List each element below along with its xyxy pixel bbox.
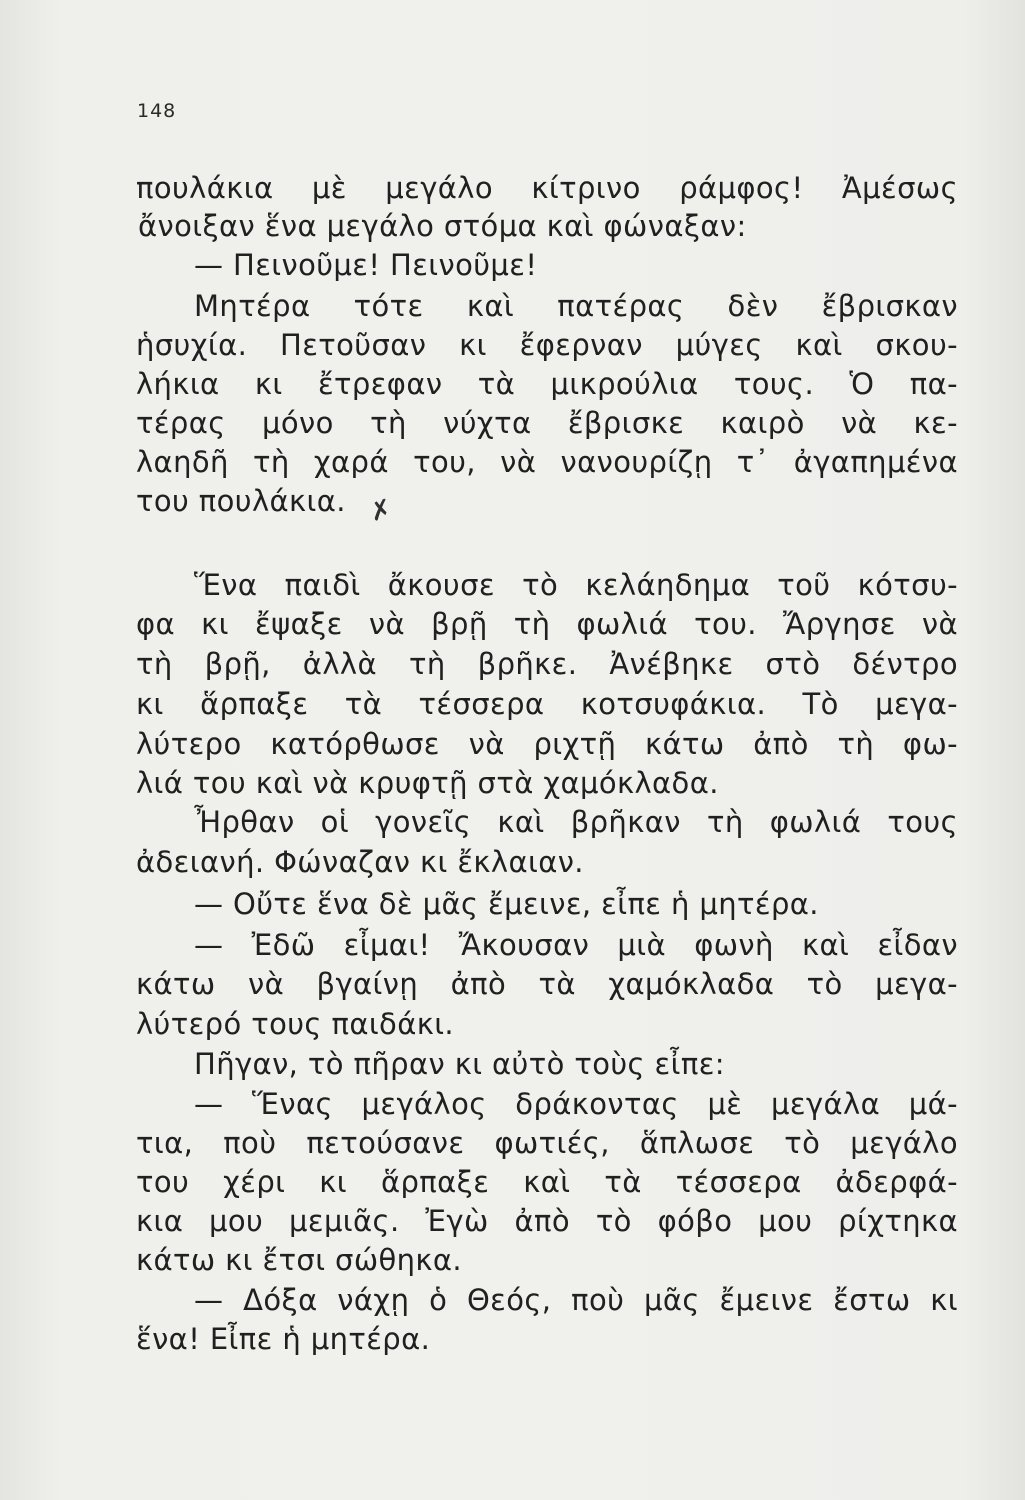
text-line: φα κι ἔψαξε νὰ βρῇ τὴ φωλιά του. Ἄργησε νὰ	[136, 607, 958, 641]
text-line: ἀδειανή. Φώναζαν κι ἔκλαιαν.	[136, 845, 584, 879]
text-line: κια μου μεμιᾶς. Ἐγὼ ἀπὸ τὸ φόβο μου ρίχτηκα	[136, 1204, 958, 1238]
margin-mark: ✗	[366, 493, 396, 529]
text-line: — Οὔτε ἕνα δὲ μᾶς ἔμεινε, εἶπε ἡ μητέρα.	[194, 887, 819, 921]
text-line: λύτερό τους παιδάκι.	[136, 1007, 455, 1041]
text-line: — Πεινοῦμε! Πεινοῦμε!	[194, 248, 538, 282]
text-line: λύτερο κατόρθωσε νὰ ριχτῇ κάτω ἀπὸ τὴ φω-	[136, 727, 958, 761]
text-line: — Ἕνας μεγάλος δράκοντας μὲ μεγάλα μά-	[194, 1087, 958, 1121]
text-line: ἡσυχία. Πετοῦσαν κι ἔφερναν μύγες καὶ σκου-	[136, 328, 958, 362]
text-line: λήκια κι ἔτρεφαν τὰ μικρούλια τους. Ὁ πα-	[136, 367, 958, 401]
text-line: τια, ποὺ πετούσανε φωτιές, ἅπλωσε τὸ μεγάλο	[136, 1126, 958, 1160]
text-line: — Ἐδῶ εἶμαι! Ἄκουσαν μιὰ φωνὴ καὶ εἶδαν	[194, 928, 958, 962]
text-line: κάτω κι ἔτσι σώθηκα.	[136, 1243, 463, 1277]
text-line: του πουλάκια.	[136, 484, 346, 518]
text-line: — Δόξα νάχῃ ὁ Θεός, ποὺ μᾶς ἔμεινε ἔστω κι	[194, 1283, 958, 1317]
text-line: Μητέρα τότε καὶ πατέρας δὲν ἔβρισκαν	[194, 289, 958, 323]
text-line: τέρας μόνο τὴ νύχτα ἔβρισκε καιρὸ νὰ κε-	[136, 406, 958, 440]
page-number: 148	[137, 100, 177, 122]
text-line: πουλάκια μὲ μεγάλο κίτρινο ράμφος! Ἀμέσως	[136, 171, 958, 205]
text-line: κι ἅρπαξε τὰ τέσσερα κοτσυφάκια. Τὸ μεγα-	[136, 687, 958, 721]
text-line: ἄνοιξαν ἕνα μεγάλο στόμα καὶ φώναξαν:	[138, 209, 747, 243]
text-line: ἕνα! Εἶπε ἡ μητέρα.	[136, 1322, 431, 1356]
text-line: Ἦρθαν οἱ γονεῖς καὶ βρῆκαν τὴ φωλιά τους	[194, 805, 958, 839]
text-line: Πῆγαν, τὸ πῆραν κι αὐτὸ τοὺς εἶπε:	[194, 1047, 725, 1081]
text-line: Ἕνα παιδὶ ἄκουσε τὸ κελάηδημα τοῦ κότσυ-	[194, 568, 958, 602]
text-line: κάτω νὰ βγαίνῃ ἀπὸ τὰ χαμόκλαδα τὸ μεγα-	[136, 967, 958, 1001]
text-line: τὴ βρῇ, ἀλλὰ τὴ βρῆκε. Ἀνέβηκε στὸ δέντρο	[136, 647, 958, 681]
text-line: του χέρι κι ἅρπαξε καὶ τὰ τέσσερα ἀδερφά-	[136, 1165, 958, 1199]
text-line: λαηδῆ τὴ χαρά του, νὰ νανουρίζῃ τ᾿ ἀγαπημένα	[136, 445, 958, 479]
text-line: λιά του καὶ νὰ κρυφτῇ στὰ χαμόκλαδα.	[136, 766, 719, 800]
